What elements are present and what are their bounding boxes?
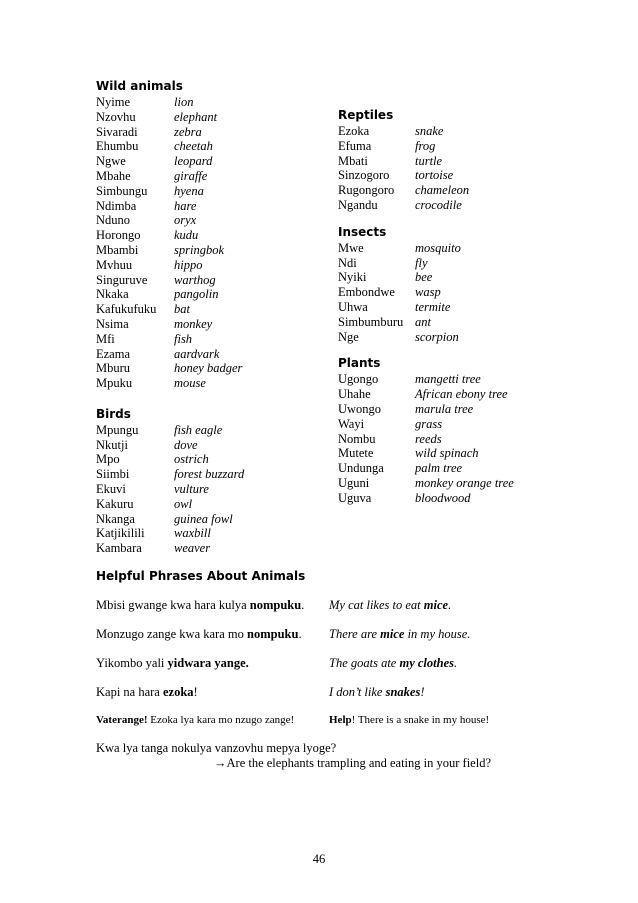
vocab-row	[96, 125, 244, 140]
vocab-translation: wild spinach	[415, 446, 479, 461]
vocab-word: Efuma	[338, 138, 372, 153]
vocab-word: Uguni	[338, 475, 370, 490]
vocab-word: Kafukufuku	[96, 302, 157, 317]
vocab-row	[338, 402, 514, 417]
arrow-icon: →	[214, 756, 227, 770]
vocab-row	[96, 199, 244, 214]
vocab-translation: forest buzzard	[174, 467, 245, 482]
vocab-row	[96, 497, 244, 512]
phrase-3-english: The goats ate my clothes.	[329, 656, 458, 670]
vocab-row	[96, 332, 244, 347]
vocab-translation: bat	[174, 302, 190, 317]
vocab-row	[96, 526, 244, 541]
vocab-row	[338, 491, 514, 506]
vocab-word: Kambara	[96, 541, 142, 556]
vocab-translation: giraffe	[174, 168, 208, 183]
vocab-translation: ostrich	[174, 452, 209, 467]
vocab-translation: weaver	[174, 541, 211, 556]
vocab-row	[96, 95, 244, 110]
vocab-row	[96, 273, 244, 288]
vocab-word: Mvhuu	[96, 257, 133, 272]
vocab-row	[338, 183, 514, 198]
vocab-row	[96, 110, 244, 125]
vocab-row	[338, 372, 514, 387]
vocab-word: Nge	[338, 329, 359, 344]
vocab-translation: bee	[415, 270, 433, 285]
vocab-word: Uwongo	[338, 401, 382, 416]
vocab-word: Simbumburu	[338, 314, 404, 329]
reptiles-heading: Reptiles	[338, 108, 394, 122]
vocab-row	[338, 432, 514, 447]
answer-line	[214, 756, 491, 771]
vocab-row	[96, 302, 244, 317]
vocab-word: Nkutji	[96, 437, 128, 452]
vocab-translation: bloodwood	[415, 490, 471, 505]
vocab-row	[338, 300, 514, 315]
vocab-row	[338, 139, 514, 154]
vocab-word: Sivaradi	[96, 124, 138, 139]
vocab-row	[338, 168, 514, 183]
vocab-row	[338, 256, 514, 271]
vocab-translation: hyena	[174, 183, 204, 198]
vocab-row	[338, 476, 514, 491]
vocab-word: Mbahe	[96, 168, 131, 183]
phrase-1-local: Mbisi gwange kwa hara kulya nompuku.	[96, 598, 305, 612]
vocab-row	[96, 287, 244, 302]
vocab-translation: lion	[174, 95, 194, 109]
vocab-translation: waxbill	[174, 526, 211, 541]
question-text: Kwa lya tanga nokulya vanzovhu mepya lyoge?	[96, 741, 337, 755]
vocab-word: Horongo	[96, 228, 141, 243]
vocab-word: Nyiki	[338, 270, 367, 285]
vocab-word: Ngwe	[96, 154, 126, 169]
vocab-word: Mbambi	[96, 242, 139, 257]
insects-heading: Insects	[338, 224, 387, 239]
vocab-row	[96, 347, 244, 362]
vocab-translation: reeds	[415, 431, 442, 446]
vocab-row	[96, 438, 244, 453]
vocab-word: Singuruve	[96, 272, 148, 287]
vocab-translation: mouse	[174, 376, 206, 391]
vocab-translation: cheetah	[174, 139, 213, 154]
vocab-row	[96, 541, 244, 556]
vocab-word: Undunga	[338, 461, 384, 476]
vocab-word: Mwe	[338, 240, 364, 255]
vocab-word: Ngandu	[338, 197, 378, 212]
vocab-row	[96, 169, 244, 184]
vocab-translation: turtle	[415, 153, 443, 168]
vocab-translation: pangolin	[174, 287, 219, 302]
vocab-word: Ezama	[96, 346, 131, 361]
vocab-word: Uguva	[338, 490, 372, 505]
vocab-translation: crocodile	[415, 197, 462, 212]
vocab-translation: ant	[415, 314, 431, 329]
vocab-translation: wasp	[415, 285, 441, 300]
vocab-translation: owl	[174, 496, 193, 511]
vocab-word: Sinzogoro	[338, 168, 390, 183]
plants-list	[338, 372, 514, 505]
vocab-translation: hippo	[174, 257, 203, 272]
vocab-translation: tortoise	[415, 168, 454, 183]
vocab-row	[338, 285, 514, 300]
wild-animals-heading: Wild animals	[96, 79, 183, 93]
vocab-translation: grass	[415, 416, 443, 431]
vocab-word: Kakuru	[96, 496, 134, 511]
vocab-word: Mbati	[338, 153, 368, 168]
vocab-row	[96, 482, 244, 497]
vocab-translation: snake	[415, 124, 444, 138]
vocab-translation: leopard	[174, 154, 213, 169]
vocab-translation: African ebony tree	[415, 387, 508, 402]
vocab-word: Nombu	[338, 431, 376, 446]
vocab-row	[338, 330, 514, 345]
vocab-word: Nduno	[96, 213, 131, 228]
vocab-word: Ugongo	[338, 372, 379, 387]
vocab-row	[338, 446, 514, 461]
vocab-word: Mpo	[96, 452, 120, 467]
vocab-word: Nkanga	[96, 511, 135, 526]
vocab-translation: dove	[174, 437, 198, 452]
vocab-row	[338, 417, 514, 432]
vocab-word: Wayi	[338, 416, 365, 431]
vocab-row	[96, 139, 244, 154]
vocab-row	[96, 361, 244, 376]
phrase-5-english: Help! There is a snake in my house!	[329, 714, 490, 726]
vocab-translation: guinea fowl	[174, 511, 233, 526]
phrase-1-english: My cat likes to eat mice.	[329, 598, 452, 612]
vocab-word: Ndimba	[96, 198, 137, 213]
vocab-word: Embondwe	[338, 285, 395, 300]
phrase-2-english: There are mice in my house.	[329, 627, 471, 641]
plants-heading: Plants	[338, 356, 381, 371]
vocab-translation: palm tree	[415, 461, 463, 476]
phrase-5-local: Vaterange! Ezoka lya kara mo nzugo zange!	[96, 714, 295, 726]
phrase-2-local: Monzugo zange kwa kara mo nompuku.	[96, 627, 302, 641]
vocab-translation: vulture	[174, 481, 209, 496]
page-number: 46	[312, 852, 326, 866]
vocab-word: Mutete	[338, 446, 374, 461]
vocab-translation: elephant	[174, 109, 218, 124]
vocab-word: Nyime	[96, 95, 131, 109]
vocab-translation: springbok	[174, 242, 224, 257]
vocab-row	[96, 228, 244, 243]
vocab-row	[96, 184, 244, 199]
vocab-row	[96, 467, 244, 482]
vocab-word: Ndi	[338, 255, 357, 270]
vocab-row	[96, 512, 244, 527]
phrase-4-local: Kapi na hara ezoka!	[96, 685, 198, 699]
vocab-word: Ezoka	[338, 124, 370, 138]
birds-heading: Birds	[96, 406, 131, 421]
vocab-word: Nsima	[96, 316, 129, 331]
vocab-translation: honey badger	[174, 361, 243, 376]
vocab-translation: warthog	[174, 272, 216, 287]
vocab-row	[338, 270, 514, 285]
vocab-word: Katjikilili	[96, 526, 145, 541]
vocab-word: Ehumbu	[96, 139, 139, 154]
reptiles-list	[338, 124, 514, 213]
vocab-row	[96, 243, 244, 258]
phrase-4-english: I don’t like snakes!	[329, 685, 425, 699]
vocab-translation: kudu	[174, 228, 199, 243]
vocab-row	[96, 154, 244, 169]
vocab-word: Rugongoro	[338, 183, 395, 198]
right-column	[338, 108, 514, 506]
vocab-word: Ekuvi	[96, 481, 126, 496]
vocab-translation: mangetti tree	[415, 372, 481, 387]
vocab-word: Uhahe	[338, 387, 371, 402]
phrase-3-local: Yikombo yali yidwara yange.	[96, 656, 249, 670]
vocab-row	[96, 317, 244, 332]
vocab-translation: fish eagle	[174, 422, 223, 437]
vocab-translation: monkey	[174, 316, 213, 331]
vocab-row	[338, 387, 514, 402]
vocab-row	[96, 376, 244, 391]
insects-list	[338, 241, 514, 345]
vocab-word: Mpuku	[96, 376, 133, 391]
vocab-word: Nzovhu	[96, 109, 136, 124]
birds-list	[96, 423, 244, 556]
vocab-row	[96, 423, 244, 438]
vocab-translation: fly	[415, 255, 428, 270]
vocab-word: Nkaka	[96, 287, 129, 302]
vocab-row	[338, 198, 514, 213]
vocab-row	[96, 258, 244, 273]
answer-text: Are the elephants trampling and eating in your field?	[226, 756, 491, 770]
vocab-translation: frog	[415, 138, 436, 153]
vocab-row	[338, 461, 514, 476]
vocab-word: Mfi	[96, 331, 115, 346]
vocab-row	[338, 124, 514, 139]
phrases-heading: Helpful Phrases About Animals	[96, 569, 306, 583]
vocab-word: Mburu	[96, 361, 131, 376]
vocab-row	[96, 452, 244, 467]
vocab-translation: mosquito	[415, 240, 461, 255]
vocab-translation: termite	[415, 299, 451, 314]
vocab-translation: marula tree	[415, 401, 474, 416]
vocab-translation: monkey orange tree	[415, 475, 514, 490]
vocab-translation: hare	[174, 198, 197, 213]
vocab-row	[96, 213, 244, 228]
vocab-translation: aardvark	[174, 346, 220, 361]
vocab-row	[338, 241, 514, 256]
vocab-translation: scorpion	[415, 329, 459, 344]
vocab-row	[338, 315, 514, 330]
vocab-translation: zebra	[174, 124, 202, 139]
wild-animals-list	[96, 95, 244, 391]
vocab-word: Simbungu	[96, 183, 148, 198]
vocab-word: Siimbi	[96, 467, 130, 482]
vocab-translation: oryx	[174, 213, 197, 228]
vocab-translation: fish	[174, 331, 193, 346]
vocab-translation: chameleon	[415, 183, 470, 198]
vocab-word: Uhwa	[338, 299, 368, 314]
vocab-word: Mpungu	[96, 422, 139, 437]
left-column	[96, 79, 244, 556]
vocab-row	[338, 154, 514, 169]
